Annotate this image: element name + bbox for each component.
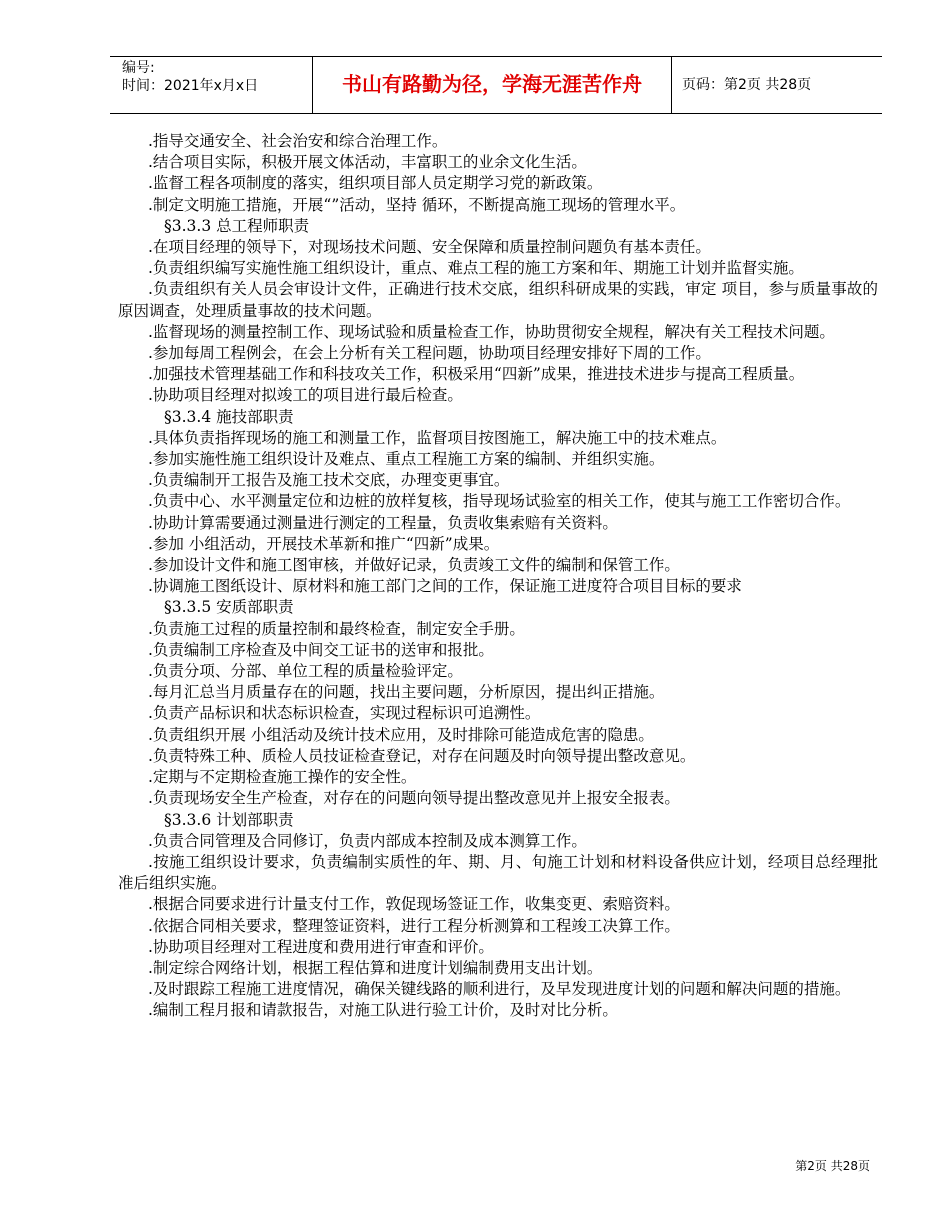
duty-item: .参加每周工程例会，在会上分析有关工程问题，协助项目经理安排好下周的工作。 (148, 344, 711, 363)
header-page-number: 页码：第2页 共28页 (682, 77, 812, 93)
duty-item: .负责合同管理及合同修订，负责内部成本控制及成本测算工作。 (148, 831, 587, 850)
duty-item: .负责组织开展 小组活动及统计技术应用，及时排除可能造成危害的隐患。 (148, 725, 654, 744)
duty-item: .负责编制开工报告及施工技术交底，办理变更事宜。 (148, 471, 510, 490)
duty-item: .参加 小组活动，开展技术革新和推广“四新”成果。 (148, 534, 500, 553)
header-bottom-rule (110, 113, 882, 114)
duty-item: .负责产品标识和状态标识检查，实现过程标识可追溯性。 (148, 704, 541, 723)
duty-item: .负责编制工序检查及中间交工证书的送审和报批。 (148, 640, 494, 659)
document-number-label: 编号: (122, 60, 155, 76)
duty-item: .制定综合网络计划，根据工程估算和进度计划编制费用支出计划。 (148, 958, 603, 977)
header-motto: 书山有路勤为径，学海无涯苦作舟 (342, 72, 642, 96)
document-body (118, 131, 878, 1022)
duty-item: .每月汇总当月质量存在的问题，找出主要问题，分析原因，提出纠正措施。 (148, 683, 665, 702)
document-time-label: 时间：2021年x月x日 (122, 78, 259, 94)
duty-item: .编制工程月报和请款报告，对施工队进行验工计价，及时对比分析。 (148, 1001, 618, 1020)
duty-item: .协助项目经理对工程进度和费用进行审查和评价。 (148, 937, 494, 956)
section-heading: §3.3.5 安质部职责 (164, 598, 294, 617)
section-heading: §3.3.6 计划部职责 (164, 810, 294, 829)
duty-item: .参加设计文件和施工图审核，并做好记录，负责竣工文件的编制和保管工作。 (148, 556, 680, 575)
duty-item: .制定文明施工措施，开展“”活动，坚持 循环，不断提高施工现场的管理水平。 (148, 195, 686, 214)
duty-item: .负责施工过程的质量控制和最终检查，制定安全手册。 (148, 619, 525, 638)
duty-item: .协调施工图纸设计、原材料和施工部门之间的工作，保证施工进度符合项目目标的要求 (148, 577, 742, 596)
section-heading: §3.3.3 总工程师职责 (164, 216, 310, 235)
duty-item: .负责组织编写实施性施工组织设计，重点、难点工程的施工方案和年、期施工计划并监督实施。 (148, 259, 804, 278)
duty-item: .结合项目实际，积极开展文体活动，丰富职工的业余文化生活。 (148, 153, 587, 172)
duty-item: .指导交通安全、社会治安和综合治理工作。 (148, 132, 448, 150)
duty-item: .负责现场安全生产检查，对存在的问题向领导提出整改意见并上报安全报表。 (148, 789, 680, 808)
page-header (110, 56, 882, 114)
duty-item: .加强技术管理基础工作和科技攻关工作，积极采用“四新”成果，推进技术进步与提高工程质量。 (148, 365, 805, 384)
header-left-block (122, 59, 312, 95)
duty-item: .依据合同相关要求，整理签证资料，进行工程分析测算和工程竣工决算工作。 (148, 916, 680, 935)
duty-item: .参加实施性施工组织设计及难点、重点工程施工方案的编制、并组织实施。 (148, 450, 665, 469)
duty-item: .负责特殊工种、质检人员技证检查登记，对存在问题及时向领导提出整改意见。 (148, 746, 696, 765)
duty-item: .负责组织有关人员会审设计文件，正确进行技术交底，组织科研成果的实践，审定 项目，参与质量事故的原因调查，处理质量事故的技术问题。 (118, 280, 878, 320)
duty-item: .具体负责指挥现场的施工和测量工作，监督项目按图施工，解决施工中的技术难点。 (148, 428, 727, 447)
header-motto-box (312, 56, 672, 113)
duty-item: .协助项目经理对拟竣工的项目进行最后检查。 (148, 386, 463, 405)
duty-item: .定期与不定期检查施工操作的安全性。 (148, 768, 417, 787)
duty-item: .及时跟踪工程施工进度情况，确保关键线路的顺利进行，及早发现进度计划的问题和解决问题的措施。 (148, 980, 851, 999)
duty-item: .负责分项、分部、单位工程的质量检验评定。 (148, 662, 463, 681)
duty-item: .负责中心、水平测量定位和边桩的放样复核，指导现场试验室的相关工作，使其与施工工作密切合作。 (148, 492, 851, 511)
duty-item: .根据合同要求进行计量支付工作，敦促现场签证工作，收集变更、索赔资料。 (148, 895, 680, 914)
page-footer-number: 第2页 共28页 (795, 1159, 870, 1173)
section-heading: §3.3.4 施技部职责 (164, 407, 294, 426)
duty-item: .监督工程各项制度的落实，组织项目部人员定期学习党的新政策。 (148, 174, 603, 193)
duty-item: .监督现场的测量控制工作、现场试验和质量检查工作，协助贯彻安全规程，解决有关工程技术问题。 (148, 322, 835, 341)
duty-item: .协助计算需要通过测量进行测定的工程量，负责收集索赔有关资料。 (148, 513, 618, 532)
duty-item: .按施工组织设计要求，负责编制实质性的年、期、月、旬施工计划和材料设备供应计划，经项目总经理批准后组织实施。 (118, 852, 878, 893)
duty-item: .在项目经理的领导下，对现场技术问题、安全保障和质量控制问题负有基本责任。 (148, 238, 711, 257)
